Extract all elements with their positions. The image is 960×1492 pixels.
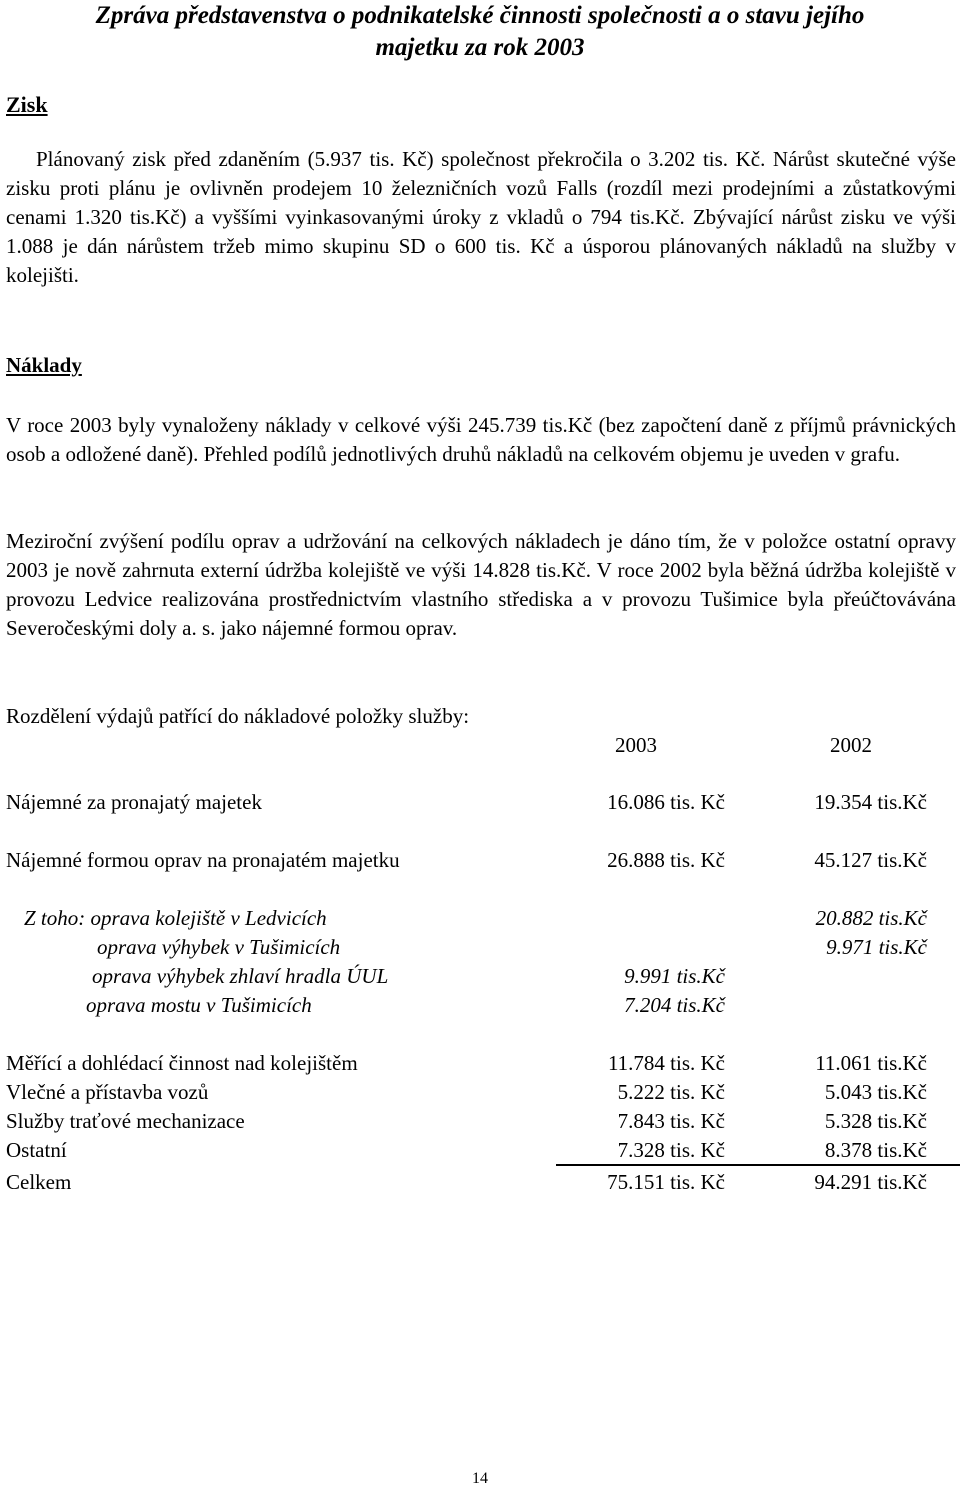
value-2002: 5.328 tis.Kč xyxy=(824,1109,927,1133)
value-2002: 19.354 tis.Kč xyxy=(814,790,927,814)
value-2002: 9.971 tis.Kč xyxy=(826,935,927,959)
table-row xyxy=(0,1080,960,1109)
value-2002: 20.882 tis.Kč xyxy=(815,906,927,930)
section-heading-zisk: Zisk xyxy=(6,92,48,117)
row-label: Nájemné za pronajatý majetek xyxy=(6,790,262,814)
section-heading-naklady: Náklady xyxy=(6,353,82,377)
table-row-total xyxy=(0,1170,960,1199)
table-row xyxy=(0,1138,960,1167)
table-row xyxy=(0,848,960,877)
value-2003: 7.204 tis.Kč xyxy=(624,993,725,1017)
value-2002: 45.127 tis.Kč xyxy=(814,848,927,872)
zisk-paragraph xyxy=(6,145,956,290)
zisk-text: Plánovaný zisk před zdaněním (5.937 tis. Kč) společnost překročila o 3.202 tis. Kč. Nárůst skutečné výše zisku proti plánu je ovlivněn prodejem 10 železničních vozů Falls (rozdíl mezi prodejními a zůstatkovými cenami 1.320 tis.Kč) a vyššími vyinkasovanými úroky z vkladů o 794 tis.Kč. Zbývající nárůst zisku ve výši 1.088 je dán nárůstem tržeb mimo skupinu SD o 600 tis. Kč a úsporou plánovaných nákladů na služby v kolejišti. xyxy=(6,147,956,287)
row-label: Celkem xyxy=(6,1170,72,1194)
breakdown-label: Rozdělení výdajů patřící do nákladové položky služby: xyxy=(6,704,470,728)
value-2003: 9.991 tis.Kč xyxy=(624,964,725,988)
value-2003: 7.328 tis. Kč xyxy=(617,1138,725,1162)
title-line-1: Zpráva představenstva o podnikatelské činnosti společnosti a o stavu jejího xyxy=(95,2,865,29)
row-label: Ostatní xyxy=(6,1138,67,1162)
row-label: Vlečné a přístavba vozů xyxy=(6,1080,209,1104)
table-row-sub xyxy=(0,906,960,935)
table-row xyxy=(0,790,960,819)
row-label: Měřící a dohlédací činnost nad kolejištěm xyxy=(6,1051,358,1075)
naklady-paragraph-2: Meziroční zvýšení podílu oprav a udržování na celkových nákladech je dáno tím, že v položce ostatní opravy 2003 je nově zahrnuta externí údržba kolejiště ve výši 14.828 tis.Kč. V roce 2002 byla běžná údržba kolejiště v provozu Ledvice realizována prostřednictvím vlastního střediska a v provozu Tušimice byla přeúčtovávána Severočeskými doly a. s. jako nájemné formou oprav. xyxy=(6,529,956,640)
value-2003: 7.843 tis. Kč xyxy=(617,1109,725,1133)
table-row-sub xyxy=(0,964,960,993)
row-label: oprava mostu v Tušimicích xyxy=(86,993,312,1017)
column-header-2002: 2002 xyxy=(830,733,872,757)
value-2003: 5.222 tis. Kč xyxy=(617,1080,725,1104)
value-2002: 8.378 tis.Kč xyxy=(824,1138,927,1162)
value-2003: 11.784 tis. Kč xyxy=(607,1051,725,1075)
title-line-2: majetku za rok 2003 xyxy=(375,34,585,61)
value-2003: 26.888 tis. Kč xyxy=(607,848,725,872)
value-2003: 75.151 tis. Kč xyxy=(607,1170,725,1194)
row-label: oprava výhybek zhlaví hradla ÚUL xyxy=(92,964,389,988)
row-label: Služby traťové mechanizace xyxy=(6,1109,245,1133)
table-row xyxy=(0,1051,960,1080)
row-label: Z toho: oprava kolejiště v Ledvicích xyxy=(24,906,327,930)
value-2002: 11.061 tis.Kč xyxy=(815,1051,927,1075)
column-header-2003: 2003 xyxy=(615,733,657,757)
naklady-paragraph-1: V roce 2003 byly vynaloženy náklady v celkové výši 245.739 tis.Kč (bez započtení daně z příjmů právnických osob a odložené daně). Přehled podílů jednotlivých druhů nákladů na celkovém objemu je uveden v grafu. xyxy=(6,413,956,466)
table-row-sub xyxy=(0,935,960,964)
row-label: Nájemné formou oprav na pronajatém majetku xyxy=(6,848,400,872)
page-title xyxy=(0,0,960,64)
page-number: 14 xyxy=(472,1470,488,1487)
table-row-sub xyxy=(0,993,960,1022)
value-2003: 16.086 tis. Kč xyxy=(607,790,725,814)
row-label: oprava výhybek v Tušimicích xyxy=(97,935,341,959)
total-divider xyxy=(556,1164,960,1166)
table-row xyxy=(0,1109,960,1138)
value-2002: 5.043 tis.Kč xyxy=(824,1080,927,1104)
value-2002: 94.291 tis.Kč xyxy=(814,1170,927,1194)
